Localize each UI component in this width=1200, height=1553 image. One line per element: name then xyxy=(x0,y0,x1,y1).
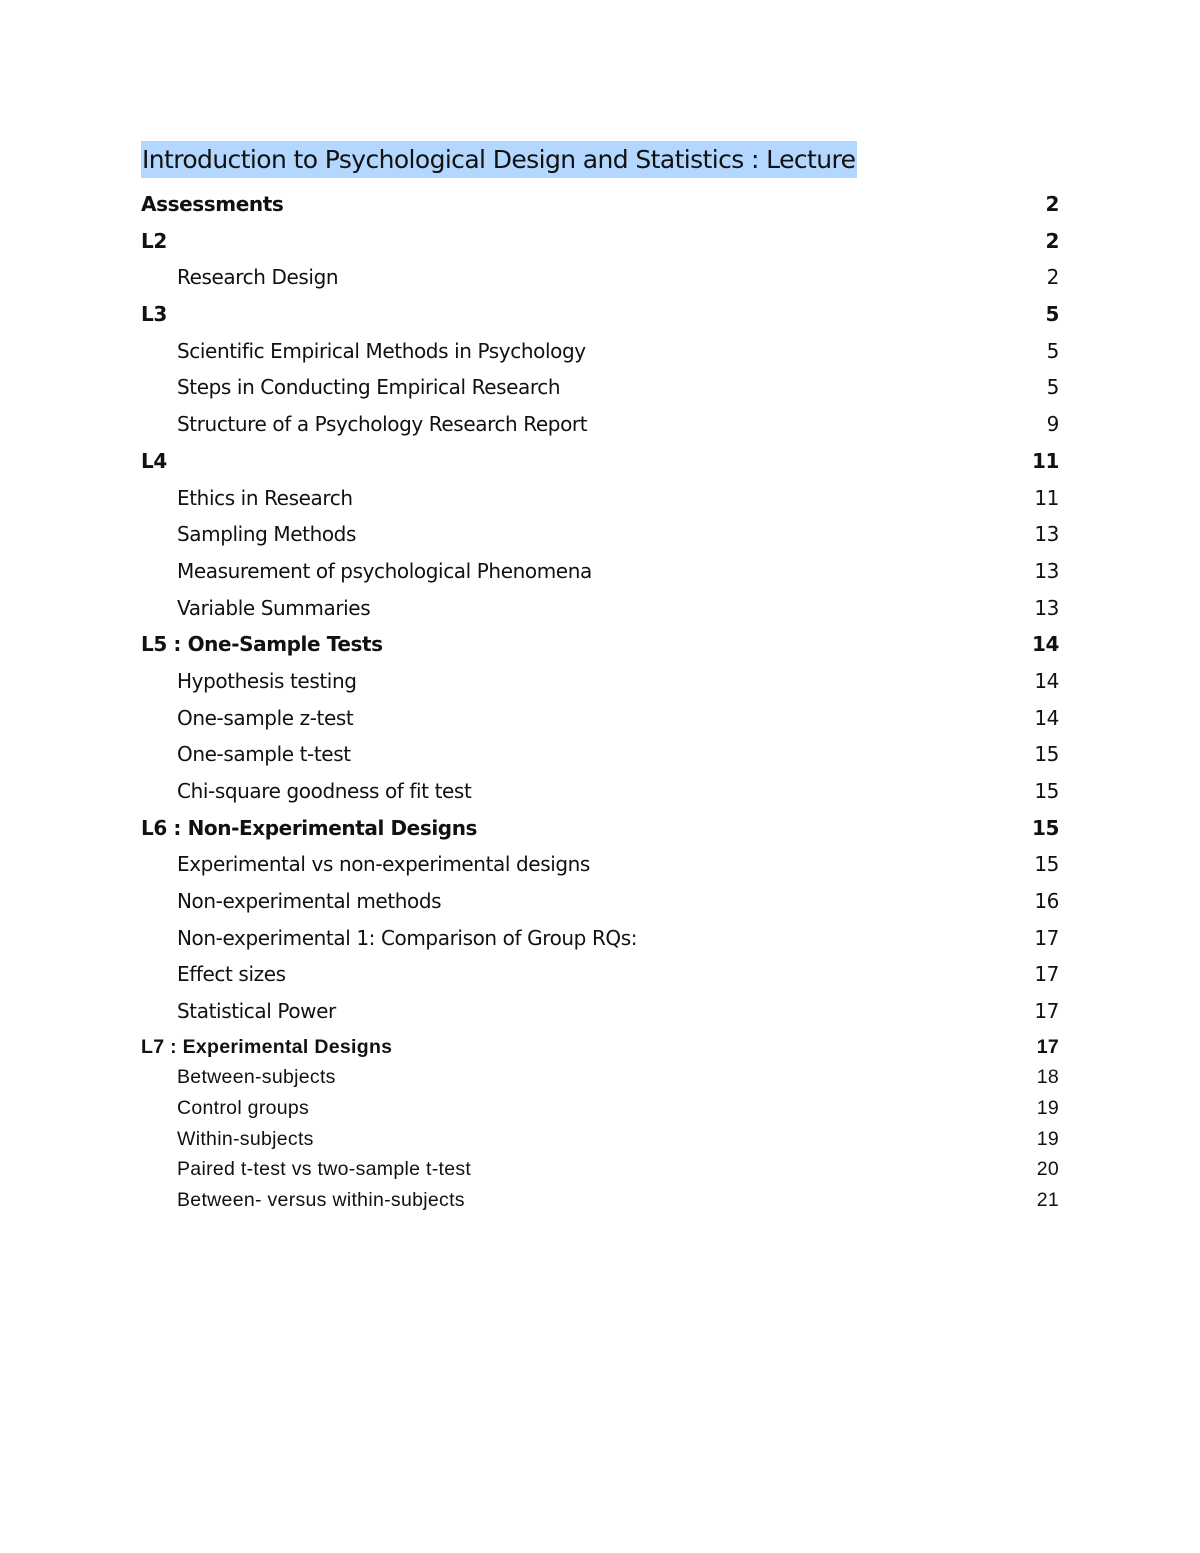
toc-entry-label: Hypothesis testing xyxy=(177,668,357,693)
toc-page-number: 17 xyxy=(1036,1035,1059,1058)
toc-entry-label: Chi-square goodness of fit test xyxy=(177,779,472,803)
toc-entry-label: L2 xyxy=(141,228,167,253)
toc-entry-label: Assessments xyxy=(141,192,284,216)
toc-entry-label: Experimental vs non-experimental designs xyxy=(177,852,590,877)
toc-page-number: 15 xyxy=(1034,742,1059,767)
toc-heading-entry[interactable] xyxy=(141,296,1059,333)
toc-heading-entry[interactable] xyxy=(141,443,1059,480)
toc-entry-label: Ethics in Research xyxy=(177,485,353,510)
toc-subentry[interactable] xyxy=(141,259,1059,296)
toc-subentry[interactable] xyxy=(141,700,1059,737)
table-of-contents xyxy=(141,186,1059,1216)
toc-page-number: 19 xyxy=(1036,1127,1059,1150)
toc-page-number: 2 xyxy=(1045,228,1059,253)
toc-subentry[interactable] xyxy=(141,369,1059,406)
toc-page-number: 5 xyxy=(1046,375,1059,400)
toc-entry-label: L4 xyxy=(141,448,167,473)
toc-page-number: 15 xyxy=(1034,779,1059,803)
toc-entry-label: One-sample z-test xyxy=(177,705,354,730)
toc-entry-label: Control groups xyxy=(177,1096,310,1119)
toc-entry-label: Scientific Empirical Methods in Psychology xyxy=(177,338,586,363)
toc-subentry[interactable] xyxy=(141,516,1059,553)
toc-subentry[interactable] xyxy=(141,1185,1059,1216)
toc-entry-label: Effect sizes xyxy=(177,962,286,987)
toc-page-number: 20 xyxy=(1036,1158,1059,1181)
toc-subentry[interactable] xyxy=(141,773,1059,810)
toc-subentry[interactable] xyxy=(141,883,1059,920)
toc-subentry[interactable] xyxy=(141,480,1059,517)
toc-subentry[interactable] xyxy=(141,1124,1059,1155)
toc-page-number: 14 xyxy=(1031,632,1059,657)
toc-subentry[interactable] xyxy=(141,406,1059,443)
toc-entry-label: Non-experimental methods xyxy=(177,889,442,914)
toc-page-number: 17 xyxy=(1034,999,1059,1024)
toc-page-number: 5 xyxy=(1046,338,1059,363)
toc-page-number: 15 xyxy=(1031,815,1059,840)
toc-subentry[interactable] xyxy=(141,333,1059,370)
toc-subentry[interactable] xyxy=(141,736,1059,773)
toc-entry-label: Structure of a Psychology Research Report xyxy=(177,412,588,437)
toc-entry-label: Between-subjects xyxy=(177,1065,336,1088)
toc-entry-label: Variable Summaries xyxy=(177,595,371,620)
toc-entry-label: L5 : One-Sample Tests xyxy=(141,632,383,657)
toc-entry-label: Within-subjects xyxy=(177,1127,314,1150)
toc-page-number: 14 xyxy=(1034,668,1059,693)
toc-entry-label: L7 : Experimental Designs xyxy=(141,1035,393,1058)
toc-page-number: 13 xyxy=(1034,558,1059,583)
toc-page-number: 2 xyxy=(1046,265,1059,290)
toc-subentry[interactable] xyxy=(141,1154,1059,1185)
toc-entry-label: One-sample t-test xyxy=(177,742,351,767)
toc-subentry[interactable] xyxy=(141,1093,1059,1124)
toc-entry-label: Paired t-test vs two-sample t-test xyxy=(177,1158,472,1181)
toc-entry-label: Research Design xyxy=(177,265,339,290)
toc-page-number: 15 xyxy=(1034,852,1059,877)
toc-subentry[interactable] xyxy=(141,663,1059,700)
toc-heading-entry[interactable] xyxy=(141,810,1059,847)
toc-subentry[interactable] xyxy=(141,920,1059,957)
toc-entry-label: L6 : Non-Experimental Designs xyxy=(141,815,478,840)
toc-heading-entry[interactable] xyxy=(141,1030,1059,1062)
toc-page-number: 13 xyxy=(1034,595,1059,620)
toc-page-number: 18 xyxy=(1036,1065,1059,1088)
toc-subentry[interactable] xyxy=(141,1062,1059,1093)
toc-page-number: 9 xyxy=(1046,412,1059,437)
toc-entry-label: Measurement of psychological Phenomena xyxy=(177,558,592,583)
toc-page-number: 21 xyxy=(1036,1189,1059,1212)
toc-page-number: 16 xyxy=(1034,889,1059,914)
toc-subentry[interactable] xyxy=(141,846,1059,883)
toc-page-number: 2 xyxy=(1045,192,1059,216)
toc-entry-label: Between- versus within-subjects xyxy=(177,1189,465,1212)
toc-page-number: 13 xyxy=(1034,522,1059,547)
toc-subentry[interactable] xyxy=(141,956,1059,993)
toc-page-number: 14 xyxy=(1034,705,1059,730)
toc-subentry[interactable] xyxy=(141,590,1059,627)
toc-page-number: 17 xyxy=(1034,962,1059,987)
toc-entry-label: Sampling Methods xyxy=(177,522,357,547)
toc-entry-label: Steps in Conducting Empirical Research xyxy=(177,375,561,400)
toc-page-number: 19 xyxy=(1036,1096,1059,1119)
toc-page-number: 11 xyxy=(1034,485,1059,510)
toc-page-number: 17 xyxy=(1034,925,1059,950)
toc-heading-entry[interactable] xyxy=(141,223,1059,260)
toc-entry-label: Statistical Power xyxy=(177,999,336,1024)
toc-entry-label: Non-experimental 1: Comparison of Group RQs: xyxy=(177,925,638,950)
document-title[interactable]: Introduction to Psychological Design and Statistics : Lecture xyxy=(141,141,857,178)
toc-heading-entry[interactable] xyxy=(141,626,1059,663)
toc-page-number: 11 xyxy=(1031,448,1059,473)
toc-entry-label: L3 xyxy=(141,302,167,327)
toc-page-number: 5 xyxy=(1045,302,1059,327)
toc-subentry[interactable] xyxy=(141,993,1059,1030)
toc-subentry[interactable] xyxy=(141,553,1059,590)
toc-heading-entry[interactable] xyxy=(141,186,1059,223)
